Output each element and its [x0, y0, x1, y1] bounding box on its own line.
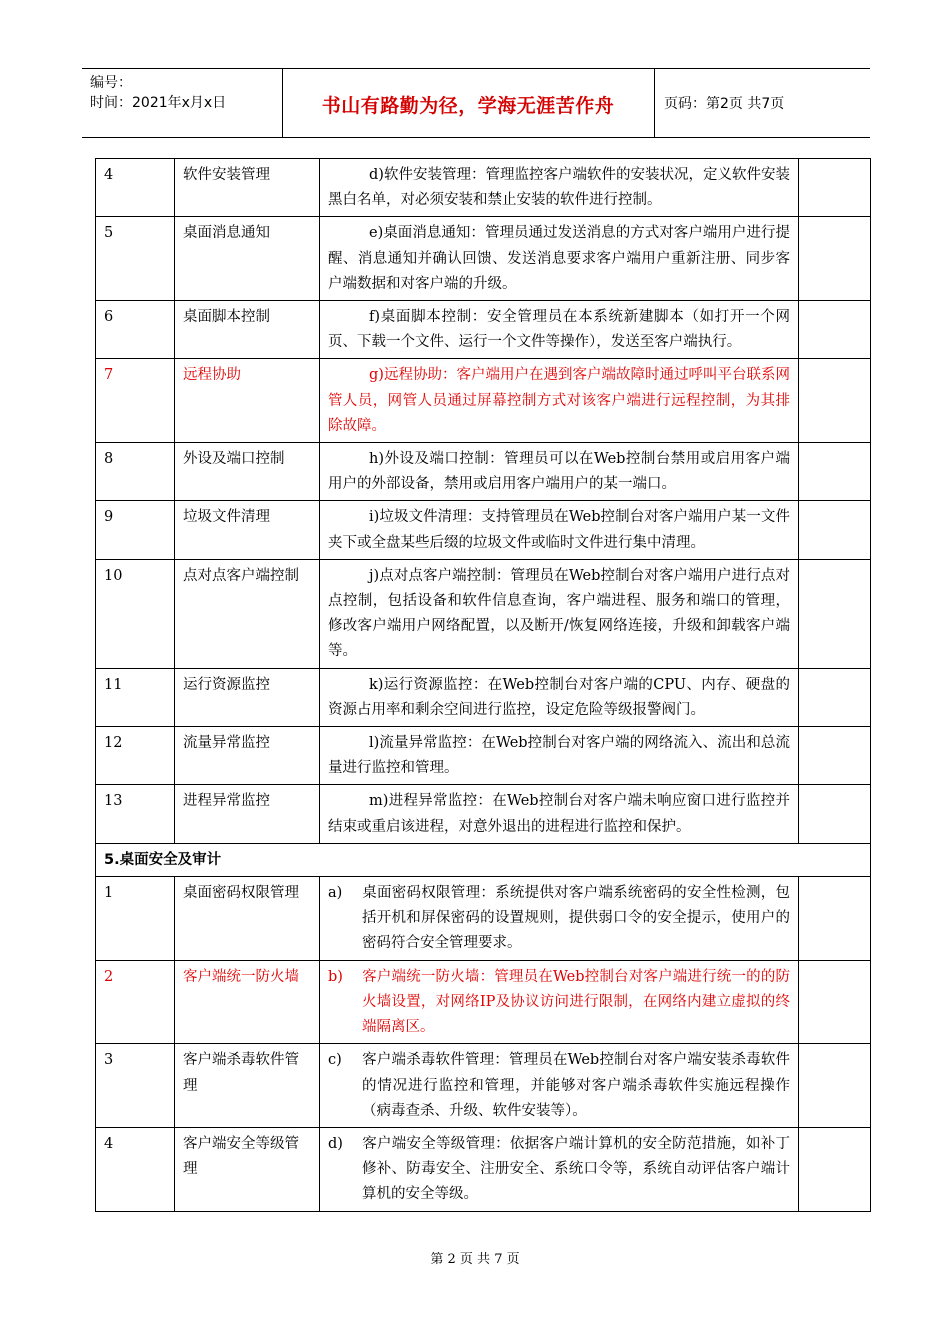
row-feature-name: 桌面消息通知: [175, 217, 320, 301]
row-description: e)桌面消息通知：管理员通过发送消息的方式对客户端用户进行提醒、消息通知并确认回馈、发送消息要求客户端用户重新注册、同步客户端数据和对客户端的升级。: [320, 217, 799, 301]
table-row: [96, 443, 871, 501]
row-feature-name: 客户端杀毒软件管理: [175, 1044, 320, 1128]
row-feature-name: 客户端统一防火墙: [175, 960, 320, 1044]
feature-table: [95, 158, 871, 1212]
description-text: 客户端统一防火墙：管理员在Web控制台对客户端进行统一的的防火墙设置，对网络IP及协议访问进行限制，在网络内建立虚拟的终端隔离区。: [362, 968, 790, 1036]
row-description: [320, 877, 799, 961]
row-description: [320, 1044, 799, 1128]
list-marker: b): [328, 968, 343, 985]
row-feature-name: 流量异常监控: [175, 727, 320, 785]
row-description: g)远程协助：客户端用户在遇到客户端故障时通过呼叫平台联系网管人员，网管人员通过屏幕控制方式对该客户端进行远程控制，为其排除故障。: [320, 359, 799, 443]
row-feature-name: 外设及端口控制: [175, 443, 320, 501]
header-divider: [654, 69, 655, 137]
table-row: [96, 960, 871, 1044]
row-empty-cell: [799, 1127, 871, 1211]
description-text: 客户端杀毒软件管理：管理员在Web控制台对客户端安装杀毒软件的情况进行监控和管理，并能够对客户端杀毒软件实施远程操作（病毒查杀、升级、软件安装等）。: [362, 1052, 790, 1119]
row-description: [320, 960, 799, 1044]
row-feature-name: 点对点客户端控制: [175, 559, 320, 668]
row-empty-cell: [799, 960, 871, 1044]
table-row: [96, 1044, 871, 1128]
row-feature-name: 软件安装管理: [175, 159, 320, 217]
row-description: m)进程异常监控：在Web控制台对客户端未响应窗口进行监控并结束或重启该进程，对意外退出的进程进行监控和保护。: [320, 785, 799, 843]
row-feature-name: 远程协助: [175, 359, 320, 443]
row-number: 5: [96, 217, 175, 301]
row-number: 12: [96, 727, 175, 785]
row-description: k)运行资源监控：在Web控制台对客户端的CPU、内存、硬盘的资源占用率和剩余空间进行监控，设定危险等级报警阀门。: [320, 668, 799, 726]
row-description: [320, 1127, 799, 1211]
table-row: [96, 668, 871, 726]
table-row: [96, 359, 871, 443]
row-empty-cell: [799, 217, 871, 301]
page-footer: 第 2 页 共 7 页: [430, 1252, 520, 1267]
table-row: [96, 501, 871, 559]
list-marker: d): [328, 1135, 343, 1152]
table-row: [96, 301, 871, 359]
header-motto: 书山有路勤为径，学海无涯苦作舟: [321, 95, 615, 117]
description-text: 桌面密码权限管理：系统提供对客户端系统密码的安全性检测，包括开机和屏保密码的设置规则，提供弱口令的安全提示，使用户的密码符合安全管理要求。: [362, 885, 790, 952]
section-row: [96, 843, 871, 876]
row-number: 4: [96, 159, 175, 217]
header-meta: [90, 73, 280, 113]
row-empty-cell: [799, 443, 871, 501]
row-number: 2: [96, 960, 175, 1044]
table-row: [96, 877, 871, 961]
list-marker: a): [328, 885, 343, 902]
row-number: 6: [96, 301, 175, 359]
row-number: 1: [96, 877, 175, 961]
row-feature-name: 运行资源监控: [175, 668, 320, 726]
row-description: h)外设及端口控制：管理员可以在Web控制台禁用或启用客户端用户的外部设备，禁用或启用客户端用户的某一端口。: [320, 443, 799, 501]
row-empty-cell: [799, 501, 871, 559]
row-feature-name: 客户端安全等级管理: [175, 1127, 320, 1211]
row-empty-cell: [799, 877, 871, 961]
row-number: 10: [96, 559, 175, 668]
row-description: j)点对点客户端控制：管理员在Web控制台对客户端用户进行点对点控制，包括设备和软件信息查询，客户端进程、服务和端口的管理，修改客户端用户网络配置，以及断开/恢复网络连接，升级和卸载客户端等。: [320, 559, 799, 668]
row-empty-cell: [799, 727, 871, 785]
row-number: 11: [96, 668, 175, 726]
table-row: [96, 727, 871, 785]
row-description: i)垃圾文件清理：支持管理员在Web控制台对客户端用户某一文件夹下或全盘某些后缀的垃圾文件或临时文件进行集中清理。: [320, 501, 799, 559]
row-number: 8: [96, 443, 175, 501]
table-row: [96, 159, 871, 217]
list-marker: c): [328, 1052, 342, 1069]
row-feature-name: 进程异常监控: [175, 785, 320, 843]
row-description: d)软件安装管理：管理监控客户端软件的安装状况，定义软件安装黑白名单，对必须安装和禁止安装的软件进行控制。: [320, 159, 799, 217]
row-feature-name: 桌面密码权限管理: [175, 877, 320, 961]
table-row: [96, 217, 871, 301]
row-empty-cell: [799, 785, 871, 843]
row-empty-cell: [799, 359, 871, 443]
page-header: [82, 68, 870, 138]
row-number: 7: [96, 359, 175, 443]
table-row: [96, 785, 871, 843]
time-label: 时间：2021年x月x日: [90, 95, 227, 111]
row-number: 13: [96, 785, 175, 843]
row-number: 9: [96, 501, 175, 559]
description-text: 客户端安全等级管理：依据客户端计算机的安全防范措施，如补丁修补、防毒安全、注册安全、系统口令等，系统自动评估客户端计算机的安全等级。: [362, 1135, 790, 1203]
row-description: l)流量异常监控：在Web控制台对客户端的网络流入、流出和总流量进行监控和管理。: [320, 727, 799, 785]
row-empty-cell: [799, 1044, 871, 1128]
row-feature-name: 桌面脚本控制: [175, 301, 320, 359]
row-number: 3: [96, 1044, 175, 1128]
row-description: f)桌面脚本控制：安全管理员在本系统新建脚本（如打开一个网页、下载一个文件、运行一个文件等操作），发送至客户端执行。: [320, 301, 799, 359]
row-empty-cell: [799, 159, 871, 217]
table-row: [96, 1127, 871, 1211]
row-empty-cell: [799, 668, 871, 726]
row-feature-name: 垃圾文件清理: [175, 501, 320, 559]
row-number: 4: [96, 1127, 175, 1211]
row-empty-cell: [799, 559, 871, 668]
table-row: [96, 559, 871, 668]
code-label: 编号：: [90, 75, 132, 91]
section-title: 5.桌面安全及审计: [96, 843, 871, 876]
row-empty-cell: [799, 301, 871, 359]
header-page-number: 页码：第2页 共7页: [664, 96, 785, 112]
